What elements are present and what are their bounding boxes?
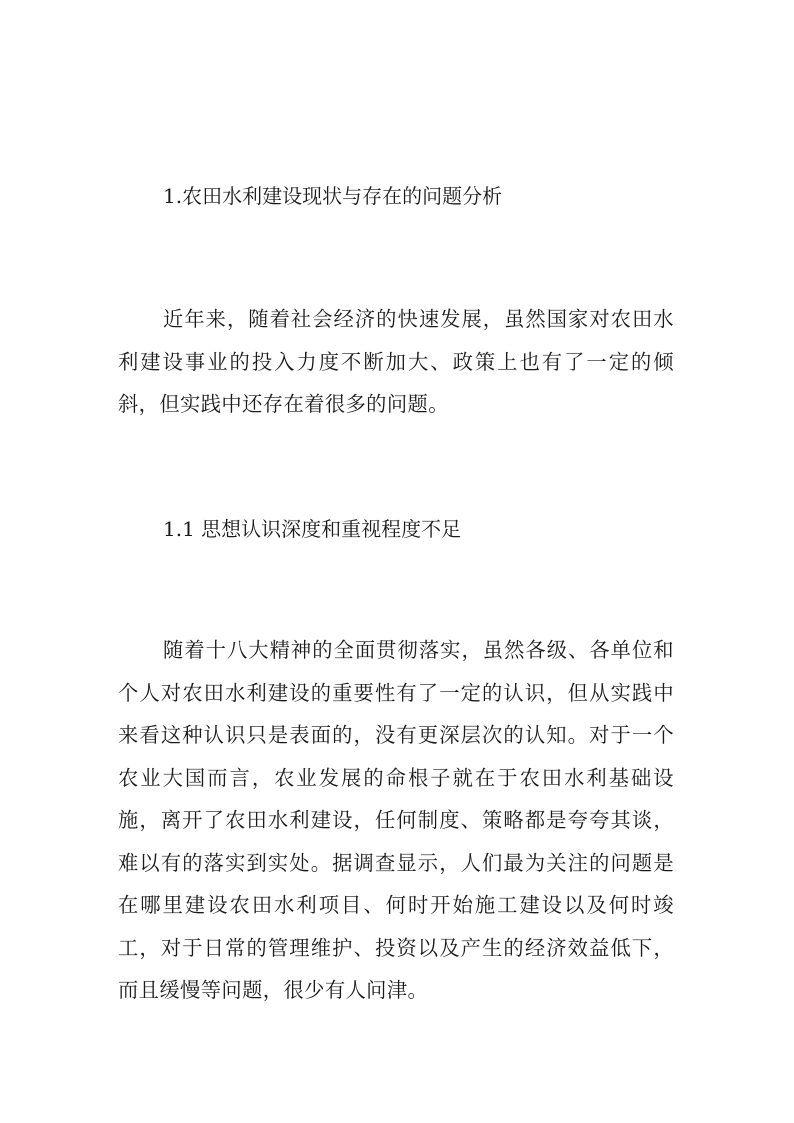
subsection-heading: 1.1 思想认识深度和重视程度不足 (163, 517, 462, 541)
section-paragraph: 近年来，随着社会经济的快速发展，虽然国家对农田水利建设事业的投入力度不断加大、政策上也有了一定的倾斜，但实践中还存在着很多的问题。 (118, 307, 674, 416)
section-heading: 1.农田水利建设现状与存在的问题分析 (163, 184, 503, 208)
subsection-paragraph: 随着十八大精神的全面贯彻落实，虽然各级、各单位和个人对农田水利建设的重要性有了一定的认识，但从实践中来看这种认识只是表面的，没有更深层次的认知。对于一个农业大国而言，农业发展的命根子就在于农田水利基础设施，离开了农田水利建设，任何制度、策略都是夸夸其谈，难以有的落实到实处。据调查显示，人们最为关注的问题是在哪里建设农田水利项目、何时开始施工建设以及何时竣工，对于日常的管理维护、投资以及产生的经济效益低下，而且缓慢等问题，很少有人问津。 (118, 638, 674, 1002)
